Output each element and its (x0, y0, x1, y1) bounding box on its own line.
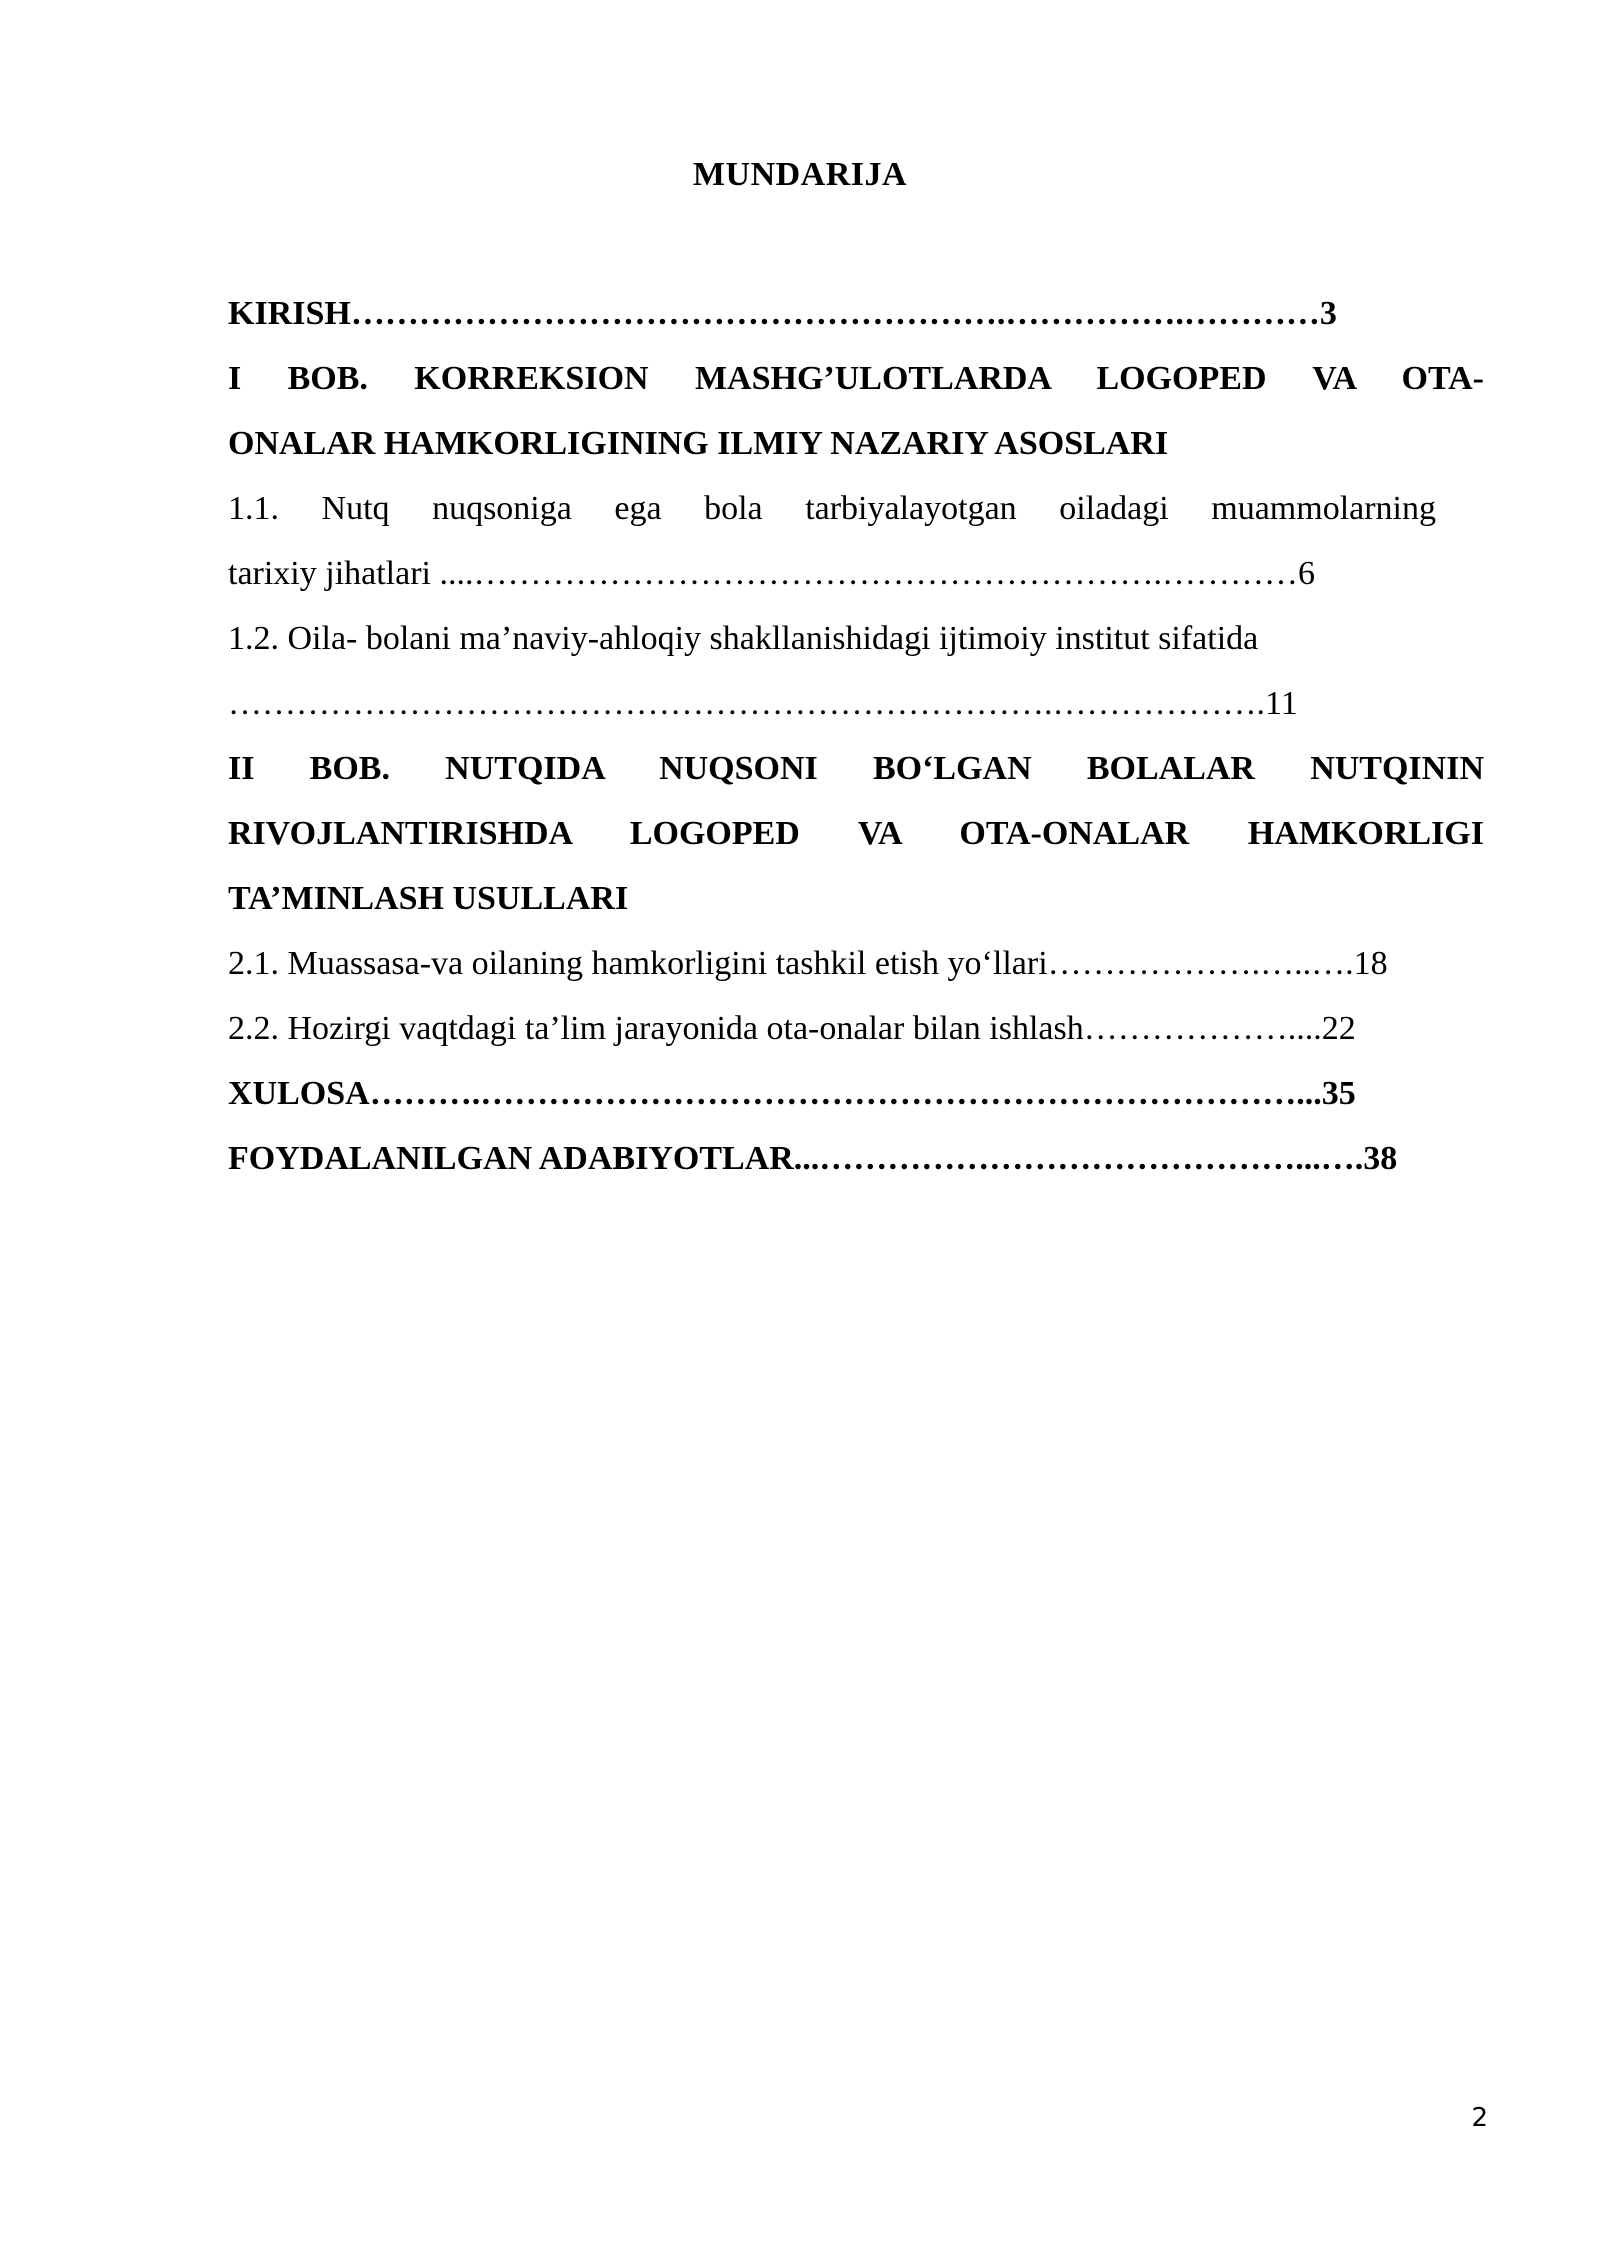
toc-entry-1-2-cont: ……………………………………………………………….……………….11 (228, 685, 1298, 722)
page-number: 2 (1471, 2103, 1488, 2133)
toc-entry-2-2: 2.2. Hozirgi vaqtdagi ta’lim jarayonida ota-onalar bilan ishlash………………....22 (228, 1010, 1356, 1047)
toc-entry-1-1-cont: tarixiy jihatlari ....…………………………………………………….…………6 (228, 555, 1315, 592)
toc-entry-xulosa: XULOSA……….………………………………………………………………...35 (228, 1075, 1356, 1112)
toc-chapter-1-heading-cont: ONALAR HAMKORLIGINING ILMIY NAZARIY ASOSLARI (228, 425, 1169, 462)
toc-entry-2-1: 2.1. Muassasa-va oilaning hamkorligini tashkil etish yo‘llari……………….…..….18 (228, 945, 1388, 982)
toc-chapter-2-heading-cont: RIVOJLANTIRISHDA LOGOPED VA OTA-ONALAR HAMKORLIGI (228, 815, 1484, 852)
toc-entry-kirish: KIRISH………………………………………………….…………….…………3 (228, 295, 1337, 332)
page-title: MUNDARIJA (692, 156, 908, 193)
table-of-contents (228, 281, 1484, 1191)
toc-chapter-2-heading: II BOB. NUTQIDA NUQSONI BO‘LGAN BOLALAR NUTQININ (228, 750, 1484, 787)
toc-chapter-1-heading: I BOB. KORREKSION MASHG’ULOTLARDA LOGOPED VA OTA- (228, 360, 1484, 397)
toc-entry-1-1: 1.1. Nutq nuqsoniga ega bola tarbiyalayotgan oiladagi muammolarning (228, 490, 1436, 527)
toc-entry-1-2: 1.2. Oila- bolani ma’naviy-ahloqiy shakllanishidagi ijtimoiy institut sifatida (228, 620, 1259, 657)
toc-chapter-2-heading-end: TA’MINLASH USULLARI (228, 880, 629, 917)
toc-entry-foydalanilgan-adabiyotlar: FOYDALANILGAN ADABIYOTLAR...……………………………………...….38 (228, 1140, 1398, 1177)
